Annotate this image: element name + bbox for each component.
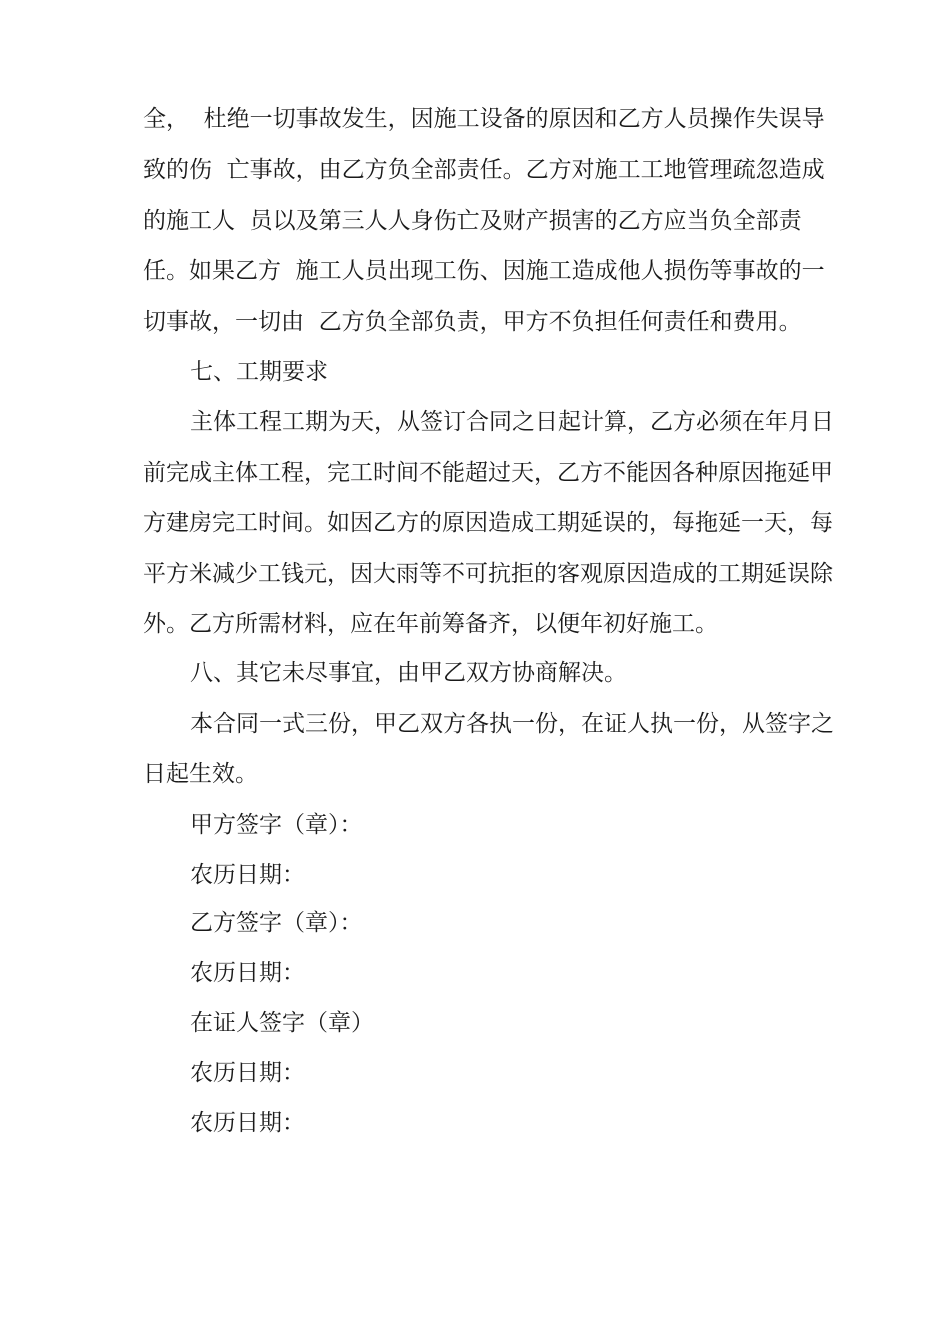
paragraph-line: 日起生效。	[143, 761, 258, 787]
party-b-signature-label: 乙方签字（章）：	[190, 910, 363, 936]
paragraph-line: 方建房完工时间。如因乙方的原因造成工期延误的，每拖延一天，每	[143, 510, 833, 536]
witness-date-label: 农历日期：	[190, 1060, 305, 1086]
paragraph-line: 切事故，一切由 乙方负全部负责，甲方不负担任何责任和费用。	[143, 309, 802, 335]
paragraph-line: 全， 杜绝一切事故发生，因施工设备的原因和乙方人员操作失误导	[143, 106, 825, 132]
paragraph-line: 平方米减少工钱元，因大雨等不可抗拒的客观原因造成的工期延误除	[143, 561, 833, 587]
party-a-date-label: 农历日期：	[190, 862, 305, 888]
paragraph-line: 任。如果乙方 施工人员出现工伤、因施工造成他人损伤等事故的一	[143, 258, 825, 284]
section-paragraph: 八、其它未尽事宜，由甲乙双方协商解决。	[190, 660, 627, 686]
paragraph-line: 本合同一式三份，甲乙双方各执一份，在证人执一份，从签字之	[190, 711, 834, 737]
party-b-date-label: 农历日期：	[190, 960, 305, 986]
party-a-signature-label: 甲方签字（章）：	[190, 812, 363, 838]
witness-signature-label: 在证人签字（章）	[190, 1010, 374, 1036]
paragraph-line: 致的伤 亡事故，由乙方负全部责任。乙方对施工工地管理疏忽造成	[143, 157, 825, 183]
paragraph-line: 的施工人 员以及第三人人身伤亡及财产损害的乙方应当负全部责	[143, 208, 802, 234]
paragraph-line: 前完成主体工程，完工时间不能超过天，乙方不能因各种原因拖延甲	[143, 460, 833, 486]
extra-date-label: 农历日期：	[190, 1110, 305, 1136]
paragraph-line: 主体工程工期为天，从签订合同之日起计算，乙方必须在年月日	[190, 409, 834, 435]
section-heading: 七、工期要求	[190, 359, 328, 385]
paragraph-line: 外。乙方所需材料，应在年前筹备齐，以便年初好施工。	[143, 611, 718, 637]
